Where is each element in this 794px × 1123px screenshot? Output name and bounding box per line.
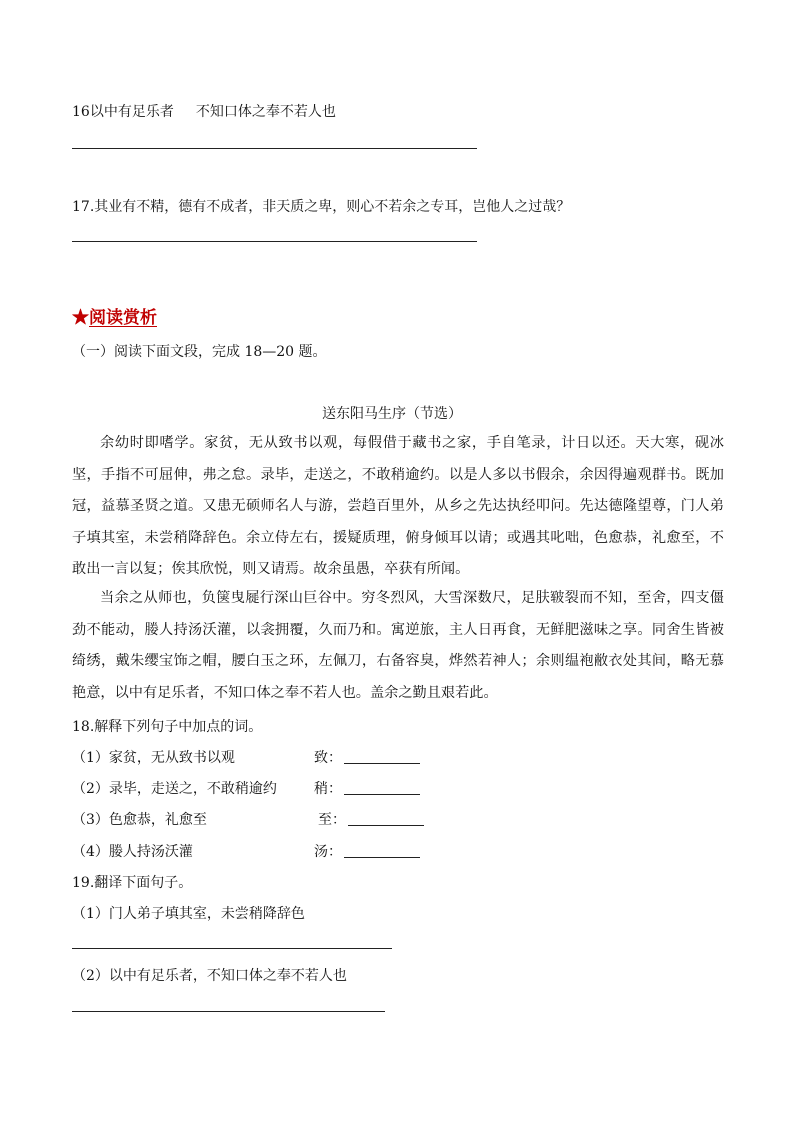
passage-title: 送东阳马生序（节选） xyxy=(322,406,462,422)
passage-instructions: （一）阅读下面文段，完成 18—20 题。 xyxy=(72,344,327,360)
q18-item-3-answer xyxy=(318,809,424,829)
q18-item-4-sentence: （4）媵人持汤沃灌 xyxy=(72,844,193,860)
q18-item-2-sentence: （2）录毕，走送之，不敢稍逾约 xyxy=(72,781,277,797)
passage-paragraph-1-text: 余幼时即嗜学。家贫，无从致书以观，每假借于藏书之家，手自笔录，计日以还。天大寒，砚冰坚，手指不可屈伸，弗之怠。录毕，走送之，不敢稍逾约。以是人多以书假余，余因得遍观群书。既加冠，益慕圣贤之道。又患无硕师名人与游，尝趋百里外，从乡之先达执经叩问。先达德隆望尊，门人弟子填其室，未尝稍降辞色。余立侍左右，援疑质理，俯身倾耳以请；或遇其叱咄，色愈恭，礼愈至，不敢出一言以复；俟其欣悦，则又请焉。故余虽愚，卒获有所闻。 xyxy=(72,435,724,577)
answer-line-16[interactable] xyxy=(72,148,477,149)
q18-item-1-sentence: （1）家贫，无从致书以观 xyxy=(72,750,235,766)
q18-item-1-blank[interactable] xyxy=(344,749,420,764)
q19-item-2-sentence: （2）以中有足乐者，不知口体之奉不若人也 xyxy=(72,968,347,984)
q18-item-4-word: 汤： xyxy=(314,844,342,860)
q18-item-2-answer xyxy=(314,778,420,798)
q18-item-4-blank[interactable] xyxy=(344,843,420,858)
question-16-text-b: 不知口体之奉不若人也 xyxy=(195,104,336,120)
q18-item-3-word: 至： xyxy=(318,812,346,828)
q19-item-1-sentence: （1）门人弟子填其室，未尝稍降辞色 xyxy=(72,906,305,922)
question-16-number: 16 xyxy=(72,104,90,120)
q18-item-3-sentence: （3）色愈恭，礼愈至 xyxy=(72,812,207,828)
question-18-stem: 18.解释下列句子中加点的词。 xyxy=(72,719,263,735)
question-17-number: 17 xyxy=(72,199,90,215)
passage-paragraph-2 xyxy=(72,583,724,709)
q18-item-4-answer xyxy=(314,841,420,861)
section-title: 阅读赏析 xyxy=(89,308,157,328)
question-17-text: .其业有不精，德有不成者，非天质之卑，则心不若余之专耳，岂他人之过哉？ xyxy=(89,199,571,215)
q19-item-2-answer-line[interactable] xyxy=(72,1011,385,1012)
q18-item-1-word: 致： xyxy=(314,750,342,766)
answer-line-17[interactable] xyxy=(72,241,477,242)
question-16-text-a: 以中有足乐者 xyxy=(89,104,174,120)
question-17 xyxy=(72,196,570,216)
q19-item-1-answer-line[interactable] xyxy=(72,948,392,949)
q18-item-2-blank[interactable] xyxy=(344,780,420,795)
question-16 xyxy=(72,101,336,121)
q18-item-1-answer xyxy=(314,747,420,767)
passage-paragraph-1 xyxy=(72,428,724,586)
passage-paragraph-2-text: 当余之从师也，负箧曳屣行深山巨谷中。穷冬烈风，大雪深数尺，足肤皲裂而不知，至舍，四支僵劲不能动，媵人持汤沃灌，以衾拥覆，久而乃和。寓逆旅，主人日再食，无鲜肥滋味之享。同舍生皆被绮绣，戴朱缨宝饰之帽，腰白玉之环，左佩刀，右备容臭，烨然若神人；余则缊袍敝衣处其间，略无慕艳意，以中有足乐者，不知口体之奉不若人也。盖余之勤且艰若此。 xyxy=(72,590,724,701)
star-icon: ★ xyxy=(72,308,89,328)
q18-item-2-word: 稍： xyxy=(314,781,342,797)
question-19-stem: 19.翻译下面句子。 xyxy=(72,875,193,891)
section-heading xyxy=(72,303,157,328)
q18-item-3-blank[interactable] xyxy=(348,811,424,826)
